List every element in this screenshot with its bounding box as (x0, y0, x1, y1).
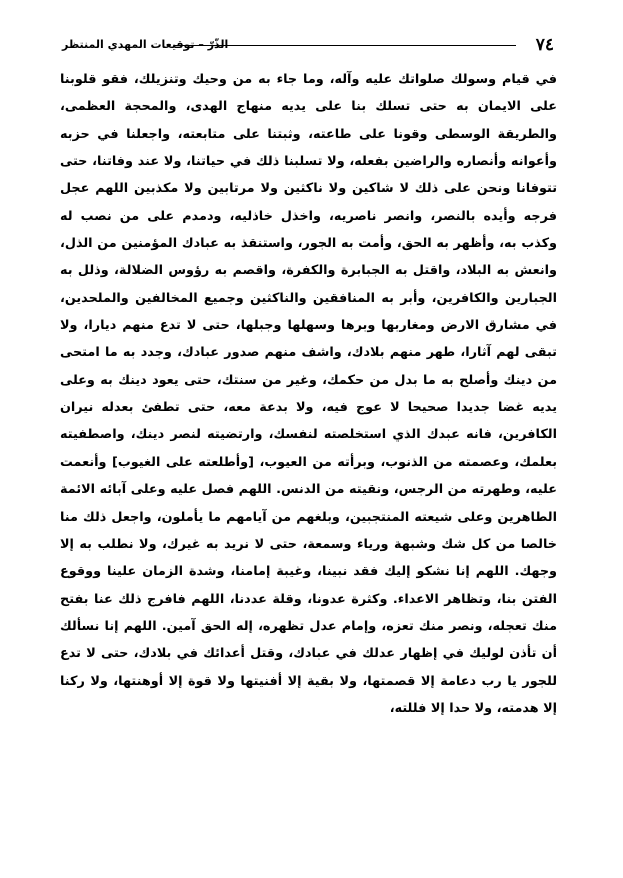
running-title: الذّرّ – توقيعات المهدي المنتظر (62, 38, 229, 51)
page-number: ٧٤ (535, 35, 554, 55)
page-header (62, 34, 554, 58)
body-paragraph: في قيام وسولك صلواتك عليه وآله، وما جاء به من وحيك وتنزيلك، فقو قلوبنا على الايمان به حتى تسلك بنا على يديه منهاج الهدى، والمحجة العظمى، والطريقة الوسطى وقونا على طاعته، وثبتنا على متابعته، واجعلنا في حزبه وأعوانه وأنصاره والراضين بفعله، ولا تسلبنا ذلك في حياتنا، ولا عند وفاتنا، حتى تتوفانا ونحن على ذلك لا شاكين ولا ناكثين ولا مرتابين ولا مكذبين اللهم عجل فرجه وأيده بالنصر، وانصر ناصريه، واخذل خاذليه، ودمدم على من نصب له وكذب به، وأظهر به الحق، وأمت به الجور، واستنقذ به عبادك المؤمنين من الذل، وانعش به البلاد، واقتل به الجبابرة والكفرة، واقصم به رؤوس الضلالة، وذلل به الجبارين والكافرين، وأبر به المنافقين والناكثين وجميع المخالفين والملحدين، في مشارق الارض ومغاربها وبرها وسهلها وجبلها، حتى لا تدع منهم ديارا، ولا تبقى لهم آثارا، طهر منهم بلادك، واشف منهم صدور عبادك، وجدد به ما امتحى من دينك وأصلح به ما بدل من حكمك، وغير من سنتك، حتى يعود دينك به وعلى يديه غضا جديدا صحيحا لا عوج فيه، ولا بدعة معه، حتى تطفئ بعدله نيران الكافرين، فانه عبدك الذي استخلصته لنفسك، وارتضيته لنصر دينك، واصطفيته بعلمك، وعصمته من الذنوب، وبرأته من العيوب، [وأطلعته على الغيوب] وأنعمت عليه، وطهرته من الرجس، ونقيته من الدنس. اللهم فصل عليه وعلى آبائه الائمة الطاهرين وعلى شيعته المنتجبين، وبلغهم من آيامهم ما يأملون، واجعل ذلك منا خالصا من كل شك وشبهة ورياء وسمعة، حتى لا نريد به غيرك، ولا نطلب به إلا وجهك. اللهم إنا نشكو إليك فقد نبينا، وغيبة إمامنا، وشدة الزمان علينا ووقوع الفتن بنا، وتظاهر الاعداء. وكثرة عدونا، وقلة عددنا، اللهم فافرج ذلك عنا بفتح منك تعجله، ونصر منك تعزه، وإمام عدل تظهره، إله الحق آمين. اللهم إنا نسألك أن تأذن لوليك في إظهار عدلك في عبادك، وقتل أعدائك في بلادك، حتى لا تدع للجور يا رب دعامة إلا قصمتها، ولا بقية إلا أفنيتها ولا قوة إلا أوهنتها، ولا ركنا إلا هدمته، ولا حدا إلا فللته، (60, 72, 557, 716)
